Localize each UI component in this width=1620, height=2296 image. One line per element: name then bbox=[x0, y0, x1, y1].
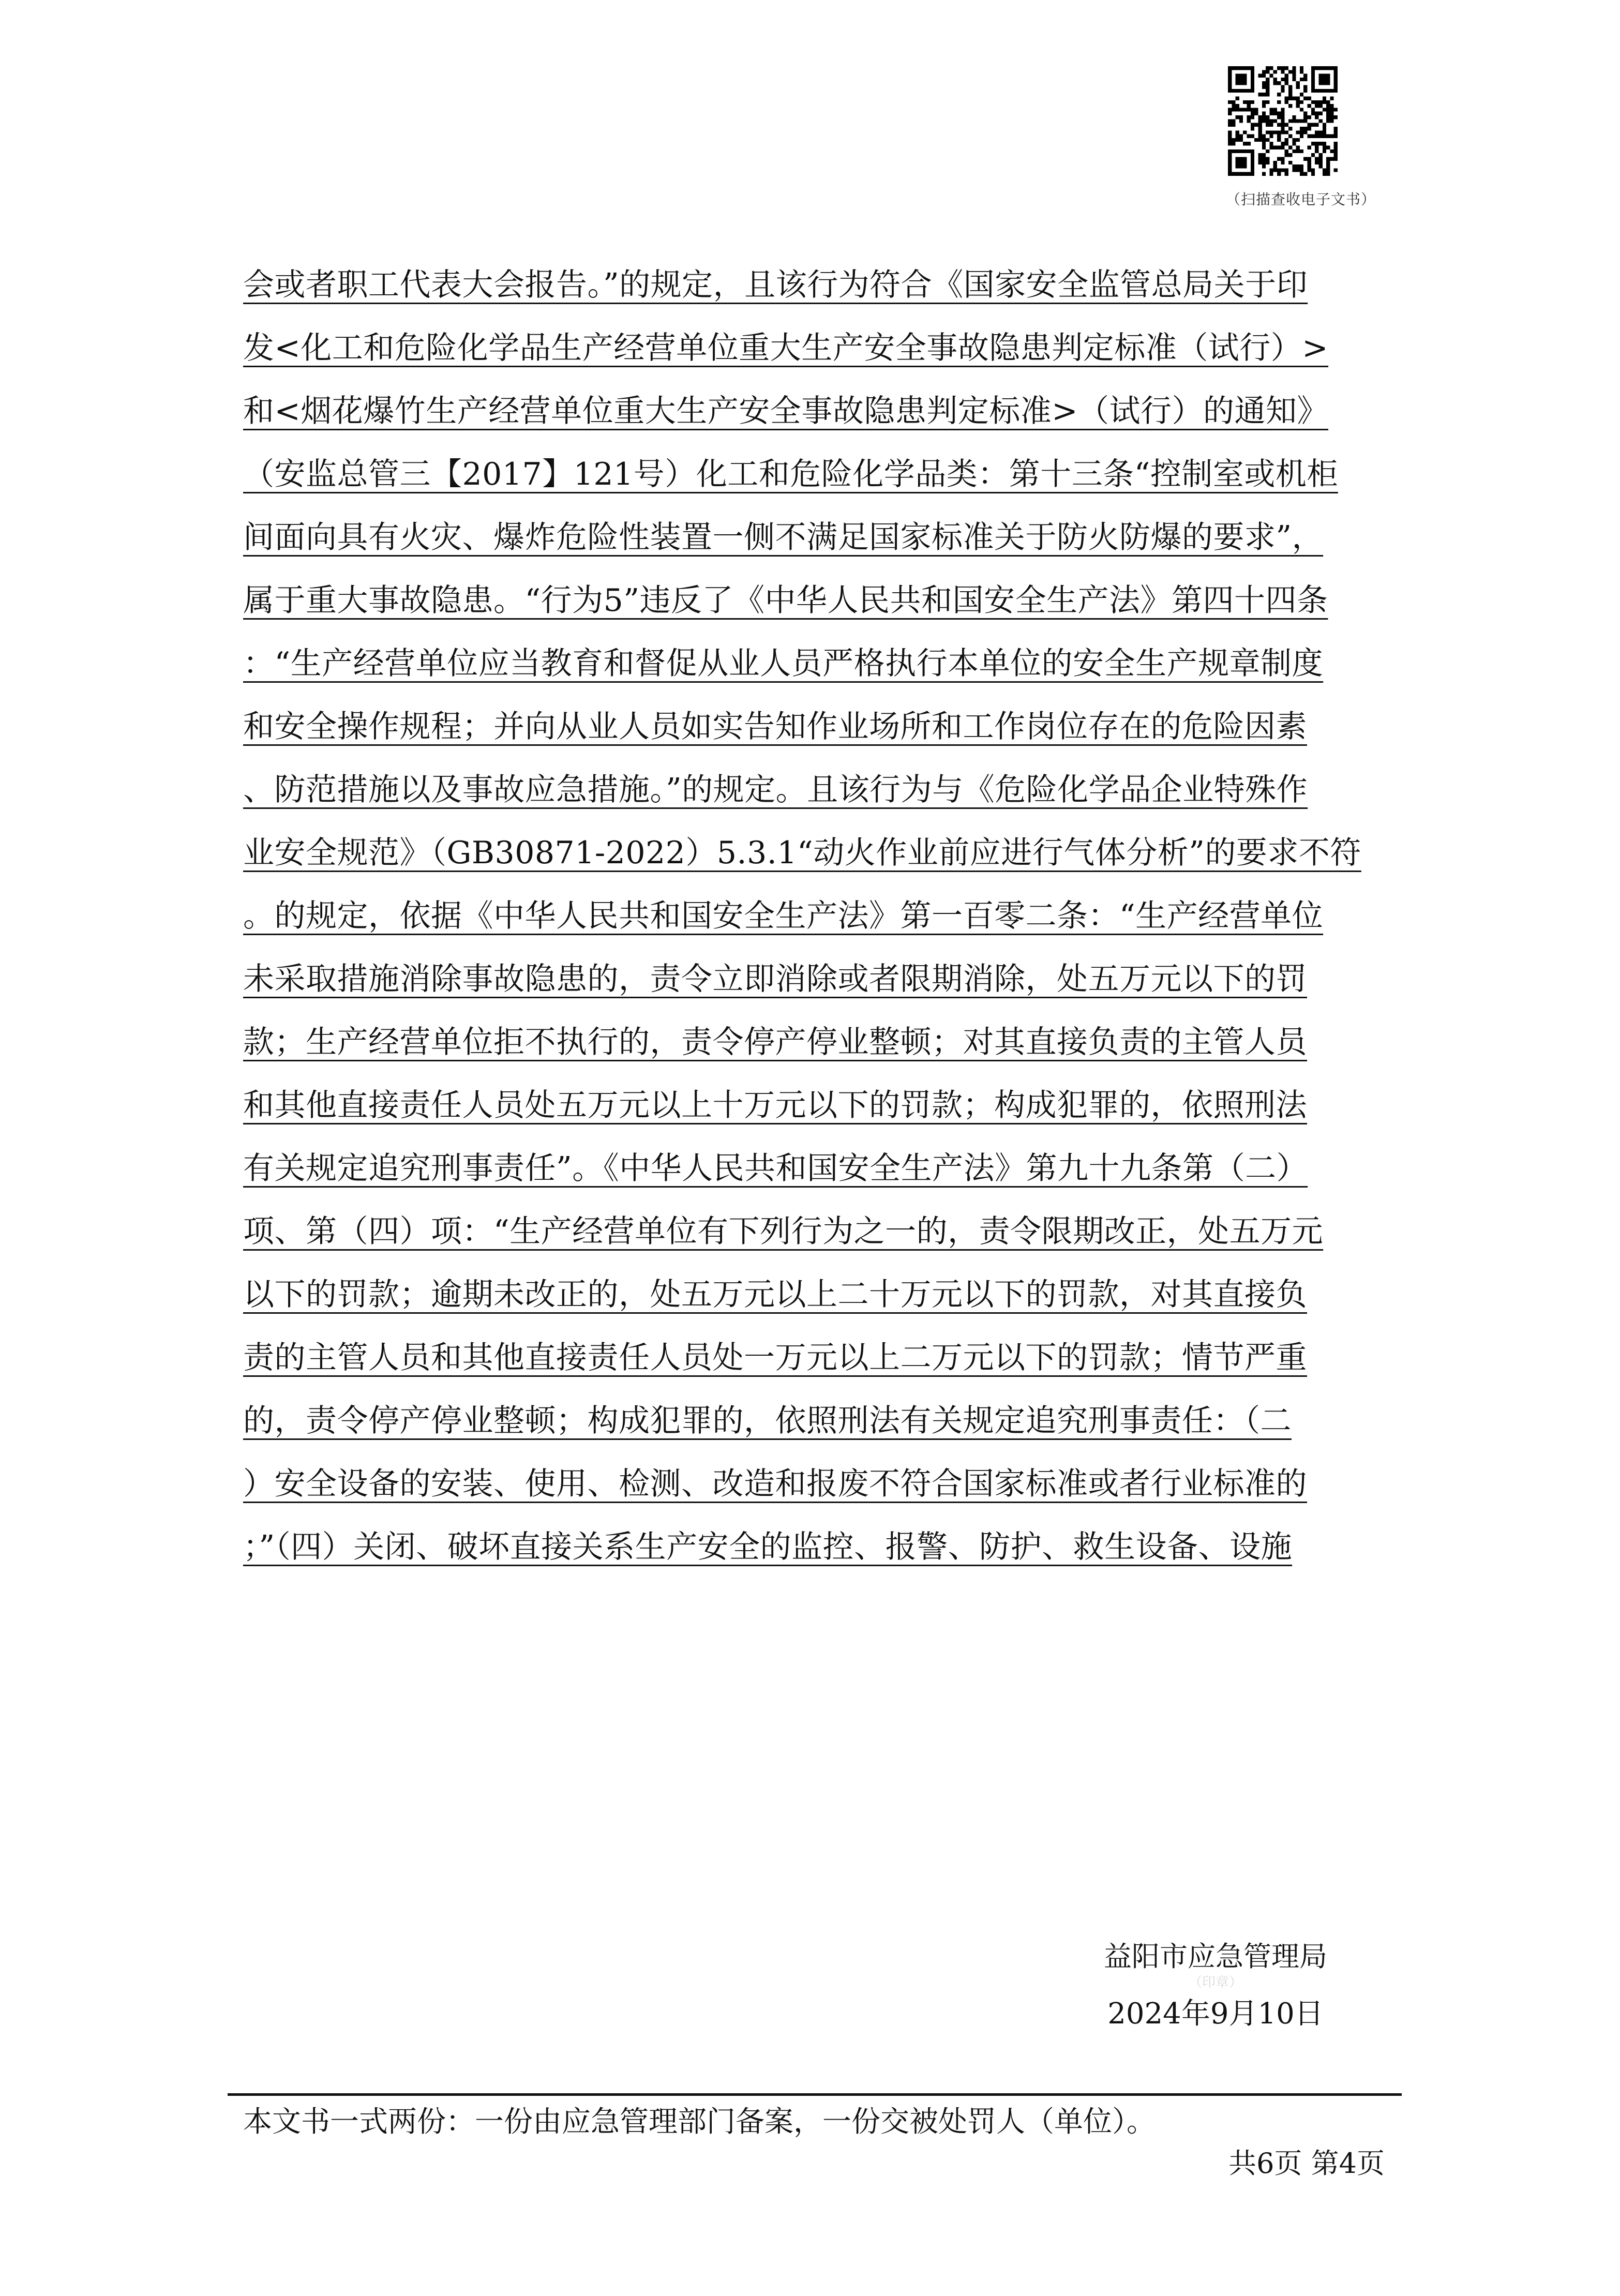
qr-block bbox=[1226, 66, 1376, 209]
body-line: 责的主管人员和其他直接责任人员处一万元以上二万元以下的罚款；情节严重 bbox=[243, 1340, 1307, 1376]
body-line: ）安全设备的安装、使用、检测、改造和报废不符合国家标准或者行业标准的 bbox=[243, 1466, 1307, 1502]
qr-code-icon bbox=[1228, 66, 1338, 176]
body-line: 未采取措施消除事故隐患的，责令立即消除或者限期消除，处五万元以下的罚 bbox=[243, 961, 1307, 997]
body-line: 以下的罚款；逾期未改正的，处五万元以上二十万元以下的罚款，对其直接负 bbox=[243, 1277, 1307, 1313]
body-line: 间面向具有火灾、爆炸危险性装置一侧不满足国家标准关于防火防爆的要求”， bbox=[243, 519, 1324, 556]
body-line: 会或者职工代表大会报告。”的规定，且该行为符合《国家安全监管总局关于印 bbox=[243, 267, 1308, 303]
body-line: 发<化工和危险化学品生产经营单位重大生产安全事故隐患判定标准（试行）> bbox=[243, 330, 1329, 366]
body-line: 业安全规范》（GB30871-2022）5.3.1“动火作业前应进行气体分析”的要求不符 bbox=[243, 835, 1361, 871]
body-line: ；”（四）关闭、破坏直接关系生产安全的监控、报警、防护、救生设备、设施 bbox=[243, 1529, 1293, 1565]
body-text bbox=[243, 263, 1386, 1588]
page-number: 共6页 第4页 bbox=[1228, 2147, 1385, 2180]
footer-note: 本文书一式两份：一份由应急管理部门备案，一份交被处罚人（单位）。 bbox=[243, 2105, 1156, 2139]
body-line: 和安全操作规程；并向从业人员如实告知作业场所和工作岗位存在的危险因素 bbox=[243, 709, 1307, 745]
body-line: 和<烟花爆竹生产经营单位重大生产安全事故隐患判定标准>（试行）的通知》 bbox=[243, 393, 1329, 429]
body-line: 项、第（四）项：“生产经营单位有下列行为之一的，责令限期改正，处五万元 bbox=[243, 1213, 1324, 1250]
body-line: 、防范措施以及事故应急措施。”的规定。且该行为与《危险化学品企业特殊作 bbox=[243, 772, 1308, 808]
body-line: 和其他直接责任人员处五万元以上十万元以下的罚款；构成犯罪的，依照刑法 bbox=[243, 1087, 1307, 1123]
footer-divider bbox=[228, 2093, 1402, 2096]
issue-date: 2024年9月10日 bbox=[1107, 1997, 1324, 2031]
body-line: 有关规定追究刑事责任”。《中华人民共和国安全生产法》第九十九条第（二） bbox=[243, 1150, 1308, 1187]
official-seal: （印章） bbox=[1188, 1975, 1242, 1990]
body-line: ：“生产经营单位应当教育和督促从业人员严格执行本单位的安全生产规章制度 bbox=[243, 646, 1324, 682]
body-line: 。的规定，依据《中华人民共和国安全生产法》第一百零二条：“生产经营单位 bbox=[243, 898, 1324, 934]
issuing-authority: 益阳市应急管理局 bbox=[1104, 1940, 1327, 1973]
body-line: 属于重大事故隐患。“行为5”违反了《中华人民共和国安全生产法》第四十四条 bbox=[243, 582, 1328, 619]
body-line: （安监总管三【2017】121号）化工和危险化学品类：第十三条“控制室或机柜 bbox=[243, 456, 1338, 492]
signature-block bbox=[1071, 1939, 1360, 2035]
body-line: 款；生产经营单位拒不执行的，责令停产停业整顿；对其直接负责的主管人员 bbox=[243, 1024, 1307, 1060]
qr-caption: （扫描查收电子文书） bbox=[1226, 191, 1376, 208]
body-line: 的，责令停产停业整顿；构成犯罪的，依照刑法有关规定追究刑事责任：（二 bbox=[243, 1403, 1292, 1439]
